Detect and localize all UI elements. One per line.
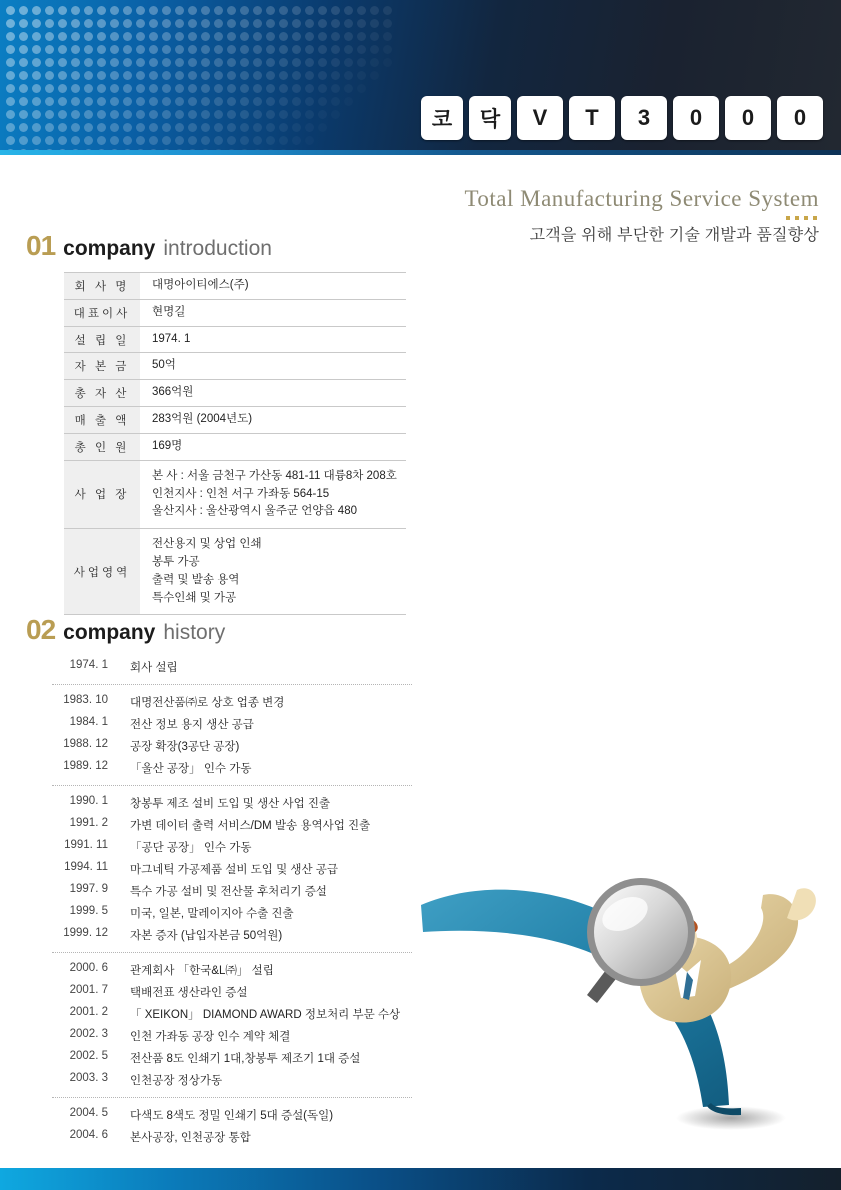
page-header bbox=[0, 0, 841, 155]
info-label: 설 립 일 bbox=[64, 326, 140, 353]
history-text: 인천공장 정상가동 bbox=[130, 1075, 223, 1087]
list-item bbox=[52, 924, 412, 946]
history-date: 1989. 12 bbox=[63, 760, 108, 772]
ticker-char-6: 0 bbox=[777, 96, 823, 140]
history-text: 마그네틱 가공제품 설비 도입 및 생산 공급 bbox=[130, 864, 339, 876]
info-value: 50억 bbox=[140, 353, 406, 380]
table-row bbox=[64, 529, 406, 615]
ticker-char-ko-2: 닥 bbox=[469, 96, 511, 140]
ticker-badge bbox=[421, 96, 823, 140]
history-text: 전산 정보 용지 생산 공급 bbox=[130, 719, 254, 731]
info-label: 총 자 산 bbox=[64, 380, 140, 407]
info-value: 전산용지 및 상업 인쇄 봉투 가공 출력 및 발송 용역 특수인쇄 및 가공 bbox=[140, 529, 406, 615]
section-title-light-02: history bbox=[163, 621, 226, 644]
history-text: 「공단 공장」 인수 가동 bbox=[130, 842, 252, 854]
section-heading-company-history bbox=[26, 614, 225, 646]
history-text: 공장 확장(3공단 공장) bbox=[130, 741, 240, 753]
list-item bbox=[52, 757, 412, 779]
history-date: 2001. 2 bbox=[69, 1006, 108, 1018]
info-label: 사 업 장 bbox=[64, 460, 140, 528]
header-accent-line bbox=[0, 150, 841, 155]
table-row bbox=[64, 353, 406, 380]
ticker-char-1: V bbox=[517, 96, 563, 140]
list-item bbox=[52, 814, 412, 836]
info-value: 366억원 bbox=[140, 380, 406, 407]
history-text: 특수 가공 설비 및 전산물 후처리기 증설 bbox=[130, 886, 327, 898]
history-group bbox=[52, 684, 412, 785]
list-item bbox=[52, 656, 412, 678]
section-heading-company-introduction bbox=[26, 230, 272, 262]
section-number-01: 01 bbox=[26, 230, 56, 261]
info-label: 회 사 명 bbox=[64, 273, 140, 300]
history-date: 1974. 1 bbox=[69, 659, 108, 671]
list-item bbox=[52, 1047, 412, 1069]
history-text: 본사공장, 인천공장 통합 bbox=[130, 1132, 251, 1144]
history-date: 1990. 1 bbox=[69, 795, 108, 807]
section-title-bold-02: company bbox=[63, 621, 156, 644]
info-value: 대명아이티에스(주) bbox=[140, 273, 406, 300]
info-label: 매 출 액 bbox=[64, 407, 140, 434]
info-label: 대표이사 bbox=[64, 299, 140, 326]
history-date: 2003. 3 bbox=[69, 1072, 108, 1084]
section-title-bold-01: company bbox=[63, 237, 156, 260]
list-item bbox=[52, 792, 412, 814]
ticker-char-5: 0 bbox=[725, 96, 771, 140]
info-label: 자 본 금 bbox=[64, 353, 140, 380]
list-item bbox=[52, 836, 412, 858]
list-item bbox=[52, 858, 412, 880]
list-item bbox=[52, 902, 412, 924]
ticker-char-4: 0 bbox=[673, 96, 719, 140]
list-item bbox=[52, 1069, 412, 1091]
history-date: 2001. 7 bbox=[69, 984, 108, 996]
history-date: 1991. 2 bbox=[69, 817, 108, 829]
company-history-list bbox=[52, 650, 412, 1154]
info-value: 본 사 : 서울 금천구 가산동 481-11 대륭8차 208호 인천지사 : 인천 서구 가좌동 564-15 울산지사 : 울산광역시 울주군 언양읍 480 bbox=[140, 460, 406, 528]
section-number-02: 02 bbox=[26, 614, 56, 645]
list-item bbox=[52, 735, 412, 757]
slogan-dots bbox=[786, 216, 817, 220]
ticker-char-3: 3 bbox=[621, 96, 667, 140]
header-dot-pattern bbox=[0, 0, 420, 155]
history-text: 회사 설립 bbox=[130, 662, 178, 674]
info-value: 현명길 bbox=[140, 299, 406, 326]
info-value: 1974. 1 bbox=[140, 326, 406, 353]
table-row bbox=[64, 299, 406, 326]
history-group bbox=[52, 650, 412, 684]
history-date: 1994. 11 bbox=[64, 861, 108, 873]
history-text: 「울산 공장」 인수 가동 bbox=[130, 763, 252, 775]
table-row bbox=[64, 433, 406, 460]
list-item bbox=[52, 1126, 412, 1148]
history-date: 1984. 1 bbox=[69, 716, 108, 728]
slogan-block bbox=[399, 186, 819, 245]
list-item bbox=[52, 1025, 412, 1047]
history-group bbox=[52, 1097, 412, 1154]
history-date: 2000. 6 bbox=[69, 962, 108, 974]
history-text: 인천 가좌동 공장 인수 계약 체결 bbox=[130, 1031, 291, 1043]
table-row bbox=[64, 460, 406, 528]
list-item bbox=[52, 981, 412, 1003]
table-row bbox=[64, 326, 406, 353]
list-item bbox=[52, 959, 412, 981]
history-date: 1997. 9 bbox=[69, 883, 108, 895]
ticker-char-ko-1: 코 bbox=[421, 96, 463, 140]
history-text: 미국, 일본, 말레이지아 수출 진출 bbox=[130, 908, 294, 920]
history-date: 2002. 5 bbox=[69, 1050, 108, 1062]
info-value: 283억원 (2004년도) bbox=[140, 407, 406, 434]
history-text: 대명전산품㈜로 상호 업종 변경 bbox=[130, 697, 285, 709]
history-group bbox=[52, 785, 412, 952]
slogan-english: Total Manufacturing Service System bbox=[464, 186, 819, 211]
history-text: 자본 증자 (납입자본금 50억원) bbox=[130, 930, 283, 942]
history-date: 1999. 5 bbox=[69, 905, 108, 917]
list-item bbox=[52, 1003, 412, 1025]
section-title-light-01: introduction bbox=[163, 237, 272, 260]
table-row bbox=[64, 380, 406, 407]
history-date: 1988. 12 bbox=[63, 738, 108, 750]
history-text: 가변 데이터 출력 서비스/DM 발송 용역사업 진출 bbox=[130, 820, 371, 832]
history-group bbox=[52, 952, 412, 1097]
history-text: 다색도 8색도 정밀 인쇄기 5대 증설(독일) bbox=[130, 1110, 334, 1122]
history-date: 2004. 6 bbox=[69, 1129, 108, 1141]
list-item bbox=[52, 1104, 412, 1126]
history-text: 택배전표 생산라인 증설 bbox=[130, 987, 248, 999]
list-item bbox=[52, 713, 412, 735]
company-info-table bbox=[64, 272, 406, 615]
history-date: 1983. 10 bbox=[63, 694, 108, 706]
info-label: 총 인 원 bbox=[64, 433, 140, 460]
list-item bbox=[52, 880, 412, 902]
history-text: 관계회사 「한국&L㈜」 설립 bbox=[130, 965, 274, 977]
history-text: 창봉투 제조 설비 도입 및 생산 사업 진출 bbox=[130, 798, 331, 810]
slogan-korean: 고객을 위해 부단한 기술 개발과 품질향상 bbox=[529, 227, 819, 244]
history-text: 「 XEIKON」 DIAMOND AWARD 정보처리 부문 수상 bbox=[130, 1009, 401, 1021]
table-row bbox=[64, 273, 406, 300]
history-date: 1999. 12 bbox=[63, 927, 108, 939]
history-text: 전산품 8도 인쇄기 1대,창봉투 제조기 1대 증설 bbox=[130, 1053, 361, 1065]
ticker-char-2: T bbox=[569, 96, 615, 140]
info-label: 사업영역 bbox=[64, 529, 140, 615]
history-date: 2004. 5 bbox=[69, 1107, 108, 1119]
page-footer-bar bbox=[0, 1168, 841, 1190]
history-date: 1991. 11 bbox=[64, 839, 108, 851]
table-row bbox=[64, 407, 406, 434]
history-date: 2002. 3 bbox=[69, 1028, 108, 1040]
illustration-magnifier-person bbox=[411, 820, 831, 1150]
list-item bbox=[52, 691, 412, 713]
info-value: 169명 bbox=[140, 433, 406, 460]
